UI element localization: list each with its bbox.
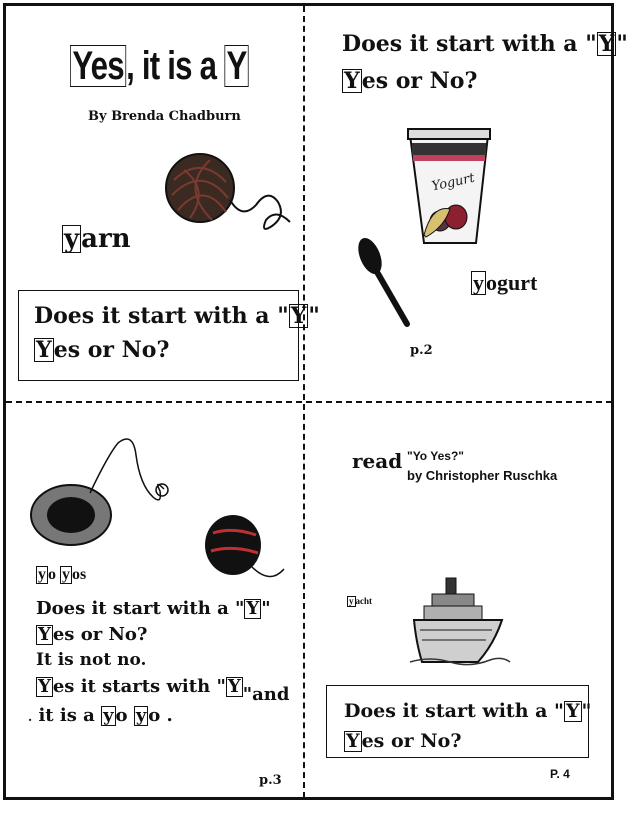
panel4-question-end: " — [581, 700, 592, 722]
panel1-question-end: " — [308, 303, 320, 329]
spoon-image — [355, 236, 420, 331]
panel3-line5-y2: y — [135, 705, 147, 726]
yo-yo-images — [28, 435, 298, 585]
panel4-answer-letter: Y — [346, 730, 360, 752]
yoyos-o1: o — [48, 566, 60, 583]
panel3-line2-letter: Y — [38, 624, 51, 645]
panel1-question-letter: Y — [290, 303, 307, 329]
panel2-question-letter: Y — [598, 31, 615, 57]
panel3-page-number: p.3 — [259, 773, 282, 788]
yacht-letter-box: y — [349, 596, 354, 606]
panel4-read: read — [352, 449, 403, 473]
yarn-rest: arn — [81, 224, 131, 254]
panel3-line5 — [28, 705, 173, 726]
panel3-line5-text: it is a — [38, 705, 102, 726]
panel2-question-line2 — [342, 67, 477, 97]
yarn-letter-box: y — [64, 224, 80, 254]
panel4-yacht-label — [347, 596, 372, 607]
panel2-question-end: " — [616, 31, 628, 57]
panel1-answer-rest: es or No? — [53, 337, 170, 363]
panel2-question-text: Does it start with a " — [342, 31, 597, 57]
panel4-book-title: "Yo Yes?" — [407, 449, 464, 463]
panel3-line4-letter: Y — [38, 676, 51, 697]
panel1-title — [70, 44, 249, 89]
yogurt-rest: ogurt — [486, 270, 538, 295]
panel3-line4-rest: es it starts with " — [52, 676, 226, 697]
panel4-question-text: Does it start with a " — [344, 700, 564, 722]
panel2-page-number: p.2 — [410, 343, 433, 358]
panel3-line1-text: Does it start with a " — [36, 598, 245, 619]
panel4-page-number: P. 4 — [550, 767, 570, 781]
yogurt-letter-box: y — [473, 270, 484, 295]
panel1-question-text: Does it start with a " — [34, 303, 289, 329]
panel1-answer-letter: Y — [36, 337, 52, 363]
panel1-question-line1 — [34, 302, 320, 332]
panel3-line4 — [36, 676, 290, 705]
panel1-title-yes: Yes — [70, 45, 126, 87]
panel4-answer-rest: es or No? — [361, 730, 462, 752]
horizontal-cut-line — [6, 401, 612, 403]
panel4-question-line1 — [344, 700, 591, 722]
panel1-word-yarn — [62, 224, 131, 254]
panel1-title-rest: , it is a — [126, 44, 217, 88]
panel2-answer-rest: es or No? — [361, 68, 478, 94]
yacht-rest: acht — [355, 596, 372, 606]
panel3-line3: It is not no. — [36, 650, 147, 670]
panel2-word-yogurt — [471, 270, 537, 296]
panel3-line4-end: "and — [242, 684, 290, 705]
panel1-author: By Brenda Chadburn — [88, 109, 241, 124]
panel3-yo-yos-label — [36, 566, 86, 584]
panel4-question-letter: Y — [565, 700, 580, 722]
panel1-question-line2 — [34, 336, 169, 366]
panel3-line5-y1: y — [103, 705, 114, 726]
panel4-question-line2 — [344, 730, 461, 752]
panel3-line1 — [36, 598, 271, 619]
panel3-line2 — [36, 624, 147, 645]
panel2-answer-letter: Y — [344, 68, 360, 94]
panel3-line5-o2: o . — [148, 705, 173, 726]
yoyos-letter-2: y — [62, 566, 70, 583]
panel3-line1-letter: Y — [246, 598, 260, 619]
yoyos-o2: os — [72, 566, 87, 583]
yarn-ball-image — [160, 150, 300, 250]
panel4-book-author: by Christopher Ruschka — [407, 468, 558, 483]
panel2-question-line1 — [342, 30, 628, 60]
yoyos-letter-1: y — [38, 566, 46, 583]
panel3-line4-letter2: Y — [227, 676, 241, 697]
cup-label: Yogurt — [430, 170, 477, 195]
yacht-image — [410, 572, 515, 667]
panel1-title-letter: Y — [224, 45, 249, 87]
panel3-line5-o1: o — [115, 705, 134, 726]
panel3-line1-end: " — [261, 598, 271, 619]
panel3-line2-rest: es or No? — [52, 624, 148, 645]
yogurt-cup-image — [404, 125, 494, 250]
panel3-line5-dot: . — [28, 710, 33, 724]
